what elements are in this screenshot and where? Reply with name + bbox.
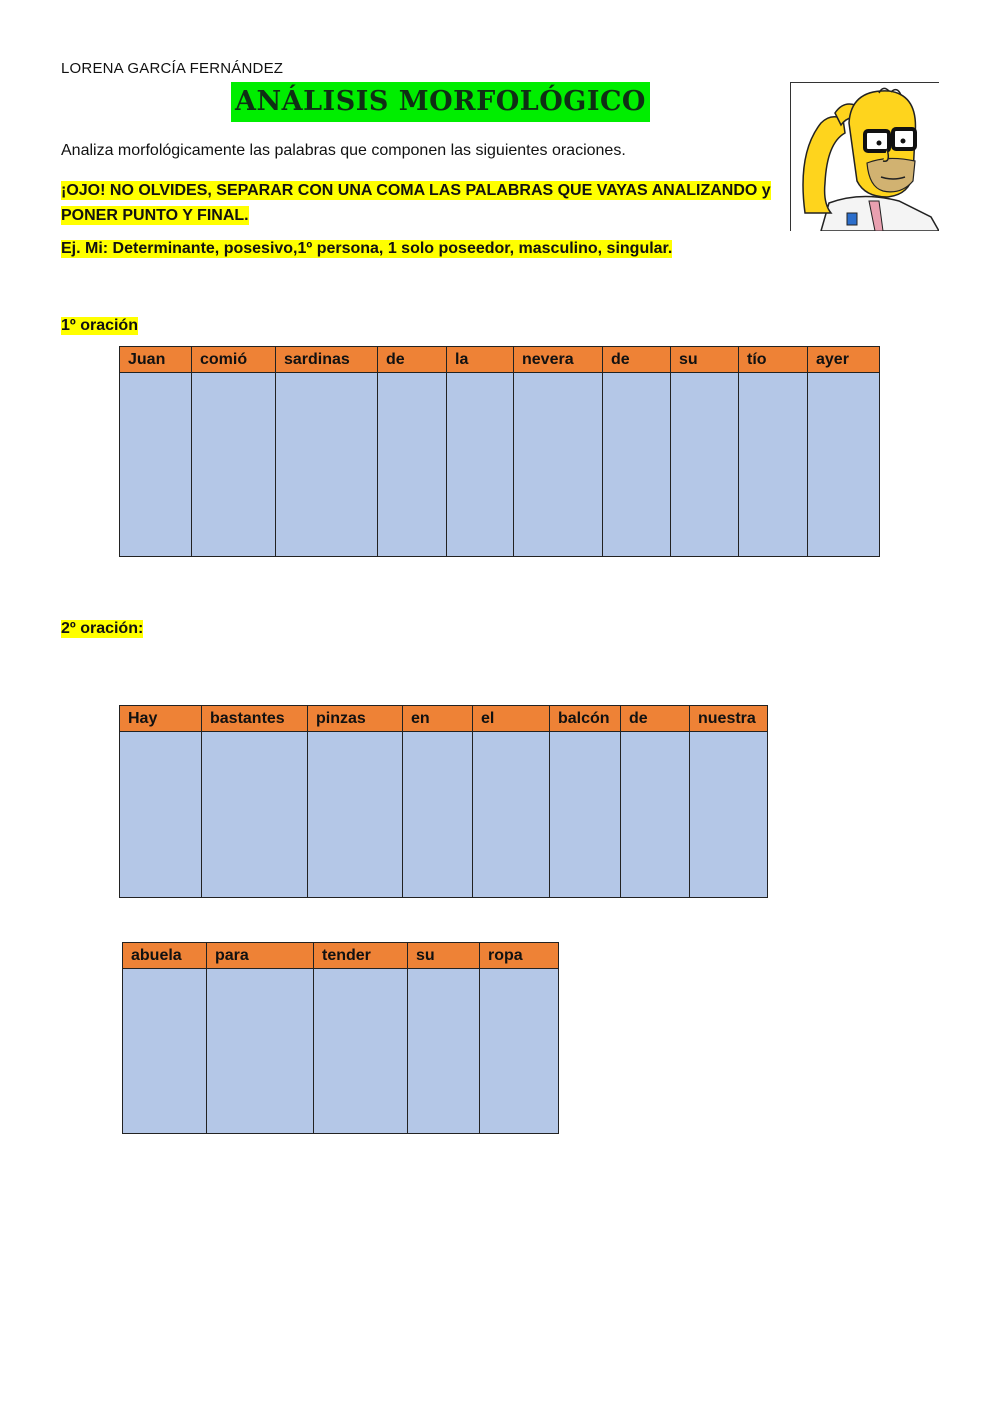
thinking-cartoon-character-icon	[790, 82, 939, 231]
answer-cell[interactable]	[123, 969, 207, 1134]
word-header: sardinas	[276, 347, 378, 373]
answer-cell[interactable]	[120, 732, 202, 898]
word-header: tender	[314, 943, 408, 969]
word-header: ayer	[808, 347, 880, 373]
answer-cell[interactable]	[447, 373, 514, 557]
word-header: de	[621, 706, 690, 732]
answer-cell[interactable]	[621, 732, 690, 898]
word-header: de	[603, 347, 671, 373]
answer-cell[interactable]	[690, 732, 768, 898]
answer-cell[interactable]	[207, 969, 314, 1134]
answer-cell[interactable]	[603, 373, 671, 557]
answer-cell[interactable]	[514, 373, 603, 557]
sentence-1-heading: 1º oración	[61, 317, 138, 334]
example-line: Ej. Mi: Determinante, posesivo,1º persona, 1 solo poseedor, masculino, singular.	[61, 240, 673, 257]
word-header: el	[473, 706, 550, 732]
answer-cell[interactable]	[308, 732, 403, 898]
word-header: bastantes	[202, 706, 308, 732]
word-header: nuestra	[690, 706, 768, 732]
answer-cell[interactable]	[192, 373, 276, 557]
word-header: Juan	[120, 347, 192, 373]
warning-line-1: ¡OJO! NO OLVIDES, SEPARAR CON UNA COMA LAS PALABRAS QUE VAYAS ANALIZANDO y	[61, 182, 771, 199]
answer-cell[interactable]	[739, 373, 808, 557]
answer-cell[interactable]	[473, 732, 550, 898]
word-header: tío	[739, 347, 808, 373]
warning-line-2: PONER PUNTO Y FINAL.	[61, 207, 249, 224]
word-header: nevera	[514, 347, 603, 373]
sentence-2-heading: 2º oración:	[61, 620, 144, 637]
word-header: de	[378, 347, 447, 373]
answer-cell[interactable]	[202, 732, 308, 898]
answer-cell[interactable]	[408, 969, 480, 1134]
sentence-2-table-part-2	[122, 942, 559, 1134]
sentence-1-table	[119, 346, 880, 557]
answer-cell[interactable]	[671, 373, 739, 557]
word-header: balcón	[550, 706, 621, 732]
word-header: comió	[192, 347, 276, 373]
answer-cell[interactable]	[314, 969, 408, 1134]
word-header: abuela	[123, 943, 207, 969]
word-header: ropa	[480, 943, 559, 969]
word-header: Hay	[120, 706, 202, 732]
answer-cell[interactable]	[480, 969, 559, 1134]
worksheet-title: ANÁLISIS MORFOLÓGICO	[231, 82, 650, 122]
word-header: la	[447, 347, 514, 373]
word-header: pinzas	[308, 706, 403, 732]
word-header: para	[207, 943, 314, 969]
answer-cell[interactable]	[276, 373, 378, 557]
answer-cell[interactable]	[403, 732, 473, 898]
warning-note	[61, 178, 781, 228]
answer-cell[interactable]	[378, 373, 447, 557]
author-name: LORENA GARCÍA FERNÁNDEZ	[61, 60, 284, 77]
answer-cell[interactable]	[550, 732, 621, 898]
word-header: su	[408, 943, 480, 969]
instructions: Analiza morfológicamente las palabras que componen las siguientes oraciones.	[61, 142, 626, 159]
word-header: su	[671, 347, 739, 373]
word-header: en	[403, 706, 473, 732]
answer-cell[interactable]	[120, 373, 192, 557]
answer-cell[interactable]	[808, 373, 880, 557]
sentence-2-table-part-1	[119, 705, 768, 898]
